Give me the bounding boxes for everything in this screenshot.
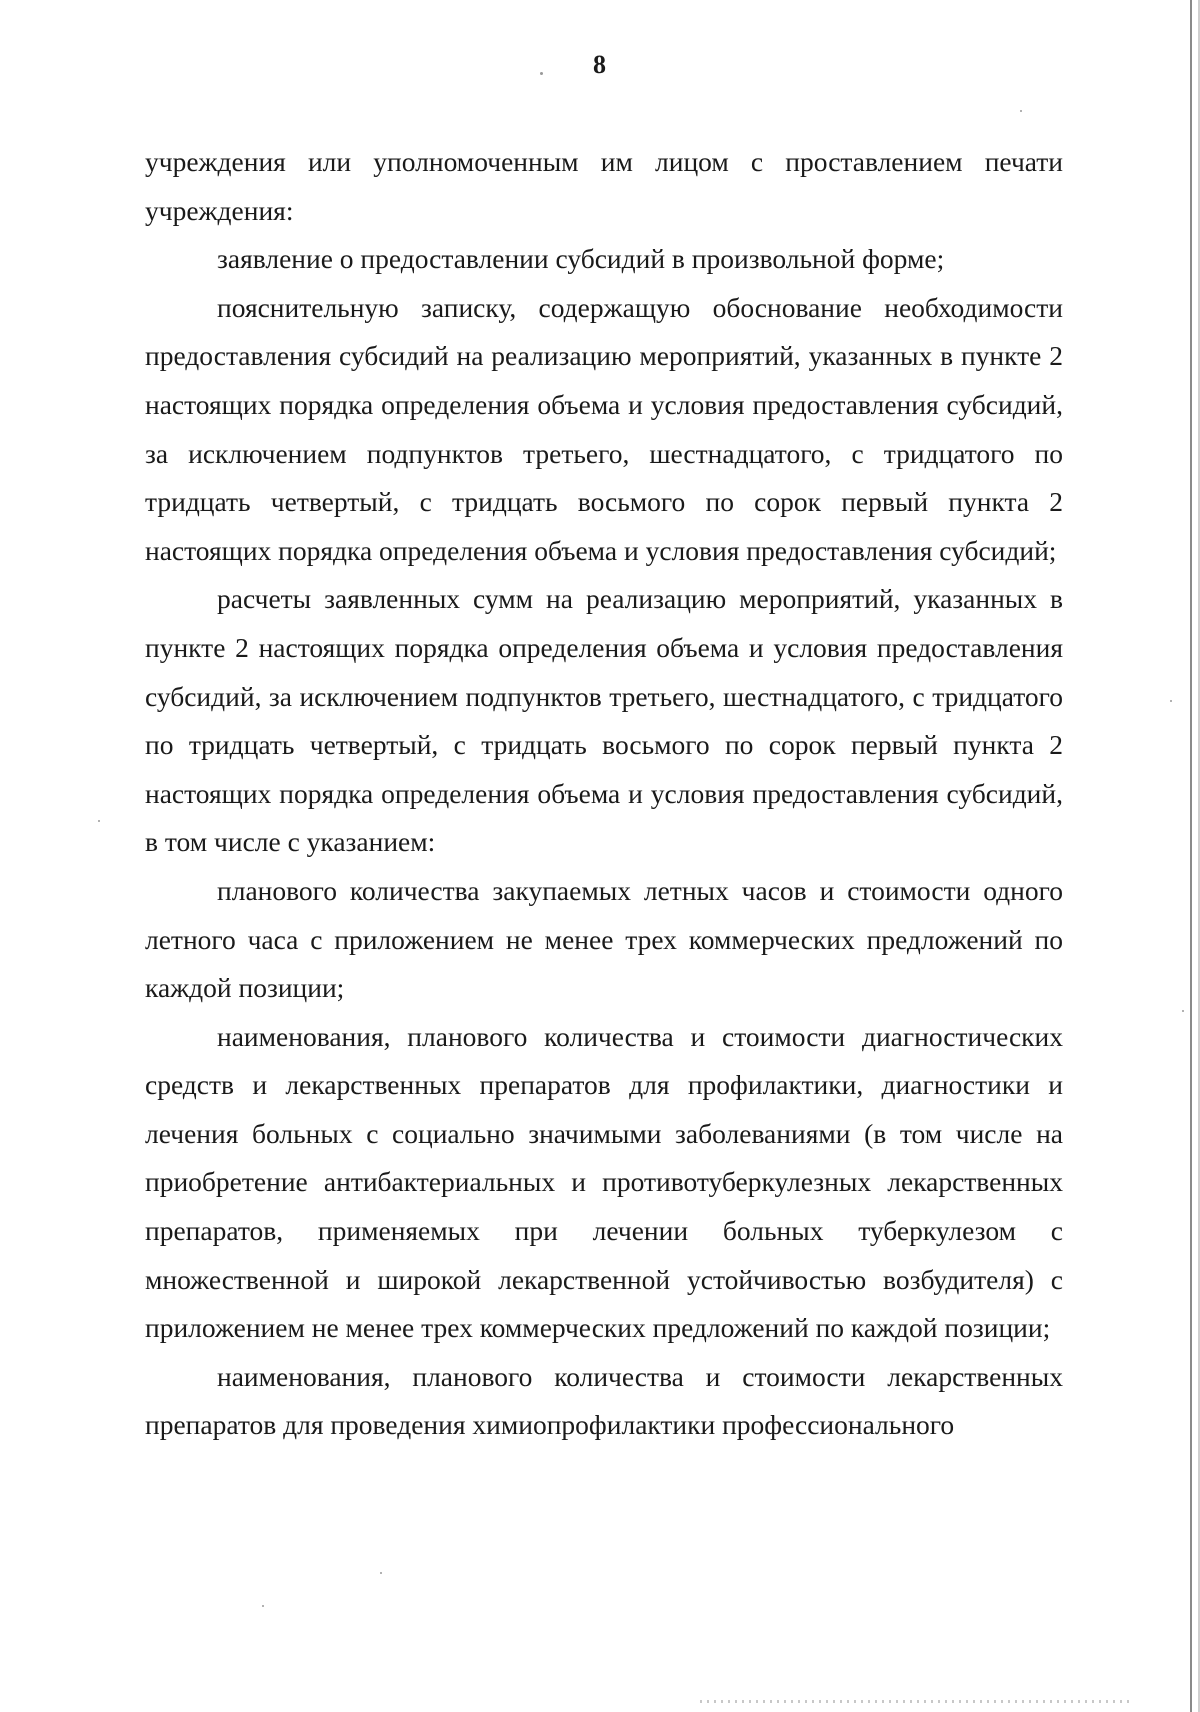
paragraph-flight-hours: планового количества закупаемых летных часов и стоимости одного летного часа с приложением не менее трех коммерческих предложений по каждой позиции; — [145, 874, 1063, 1004]
paragraph-diagnostic-means: наименования, планового количества и стоимости диагностических средств и лекарственных препаратов для профилактики, диагностики и лечения больных с социально значимыми заболеваниями (в том числе на приобретение антибактериальных и противотуберкулезных лекарственных препаратов, применяемых при лечении больных туберкулезом с множественной и широкой лекарственной устойчивостью возбудителя) с приложением не менее трех коммерческих предложений по каждой позиции; — [145, 1020, 1063, 1344]
scan-speck — [1170, 700, 1172, 702]
scan-edge-line — [1190, 0, 1192, 1712]
paragraph-explanatory-note: пояснительную записку, содержащую обоснование необходимости предоставления субсидий на реализацию мероприятий, указанных в пункте 2 настоящих порядка определения объема и условия предоставления субсидий, за исключением подпунктов третьего, шестнадцатого, с тридцатого по тридцать четвертый, с тридцать восьмого по сорок первый пункта 2 настоящих порядка определения объема и условия предоставления субсидий; — [145, 291, 1063, 566]
scan-speck — [380, 1572, 382, 1574]
scan-speck — [262, 1605, 264, 1607]
page-number: 8 — [593, 50, 607, 79]
scan-speck — [540, 72, 543, 75]
paragraph-calculations: расчеты заявленных сумм на реализацию мероприятий, указанных в пункте 2 настоящих порядка определения объема и условия предоставления субсидий, за исключением подпунктов третьего, шестнадцатого, с тридцатого по тридцать четвертый, с тридцать восьмого по сорок первый пункта 2 настоящих порядка определения объема и условия предоставления субсидий, в том числе с указанием: — [145, 583, 1063, 858]
paragraph-chemoprophylaxis: наименования, планового количества и стоимости лекарственных препаратов для проведения химиопрофилактики профессионального — [145, 1360, 1063, 1441]
paragraph-application: заявление о предоставлении субсидий в произвольной форме; — [217, 243, 945, 275]
document-body — [145, 138, 1063, 1450]
scan-speck — [1182, 1010, 1184, 1012]
scan-bottom-noise — [700, 1700, 1130, 1703]
scan-speck — [98, 820, 100, 822]
paragraph-continuation: учреждения или уполномоченным им лицом с проставлением печати учреждения: — [145, 146, 1063, 226]
scan-speck — [1020, 110, 1022, 112]
